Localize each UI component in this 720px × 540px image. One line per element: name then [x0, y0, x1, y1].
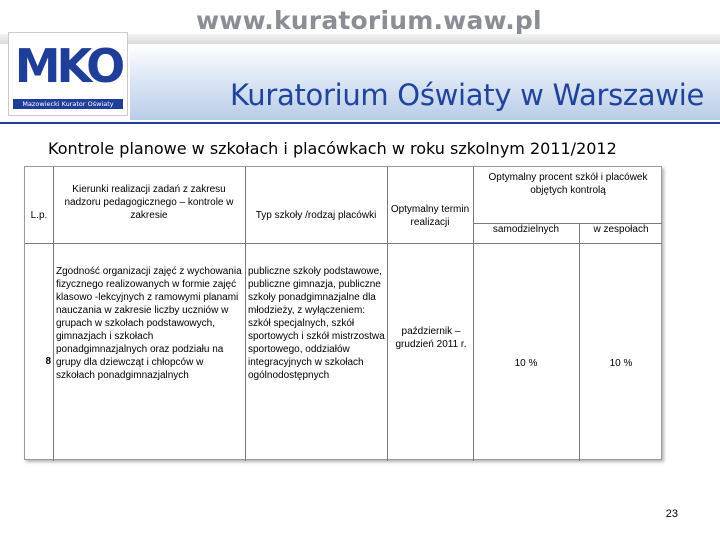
row-kierunki: Zgodność organizacji zajęć z wychowania fizycznego realizowanych w formie zajęć klasowo -lekcyjnych z ramowymi planami nauczania w zakresie liczby uczniów w grupach w szkołach podstawowych, gimnazjach i szkołach ponadgimnazjalnych oraz podziału na grupy dla dziewcząt i chłopców w szkołach ponadgimnazjalnych	[56, 266, 242, 381]
slide-title: Kontrole planowe w szkołach i placówkach w roku szkolnym 2011/2012	[48, 139, 617, 158]
row-samodzielnych: 10 %	[514, 358, 538, 369]
header-samodzielnych: samodzielnych	[492, 224, 560, 235]
logo-caption: Mazowiecki Kurator Oświaty	[13, 99, 123, 109]
header-typ: Typ szkoły /rodzaj placówki	[255, 210, 377, 221]
row-lp: 8	[45, 356, 51, 367]
table-column-divider	[53, 167, 54, 461]
table-column-divider	[473, 167, 474, 461]
header-lp: L.p.	[30, 210, 48, 221]
header-termin: Optymalny termin realizacji	[390, 204, 470, 228]
header-divider	[0, 122, 720, 124]
header-zespolach: w zespołach	[593, 224, 649, 235]
site-url: www.kuratorium.waw.pl	[196, 6, 542, 35]
header-kierunki: Kierunki realizacji zadań z zakresu nadzoru pedagogicznego – kontrole w zakresie	[64, 184, 234, 221]
row-termin: październik – grudzień 2011 r.	[395, 326, 467, 350]
table-header-bottom	[25, 243, 662, 244]
inspection-table	[24, 166, 662, 460]
table-column-divider	[579, 223, 580, 461]
header	[0, 0, 720, 126]
logo-letters: MKO	[14, 39, 122, 93]
header-procent: Optymalny procent szkół i placówek objętych kontrolą	[488, 172, 648, 196]
logo	[8, 32, 128, 116]
header-title: Kuratorium Oświaty w Warszawie	[230, 78, 704, 112]
page-number: 23	[665, 508, 678, 520]
row-typ: publiczne szkoły podstawowe, publiczne gimnazja, publiczne szkoły ponadgimnazjalne dla młodzieży, z wyłączeniem: szkół specjalnych, szkół sportowych i szkół mistrzostwa sportowego, oddziałów integracyjnych w szkołach ogólnodostępnych	[248, 266, 385, 381]
row-zespolach: 10 %	[609, 358, 633, 369]
